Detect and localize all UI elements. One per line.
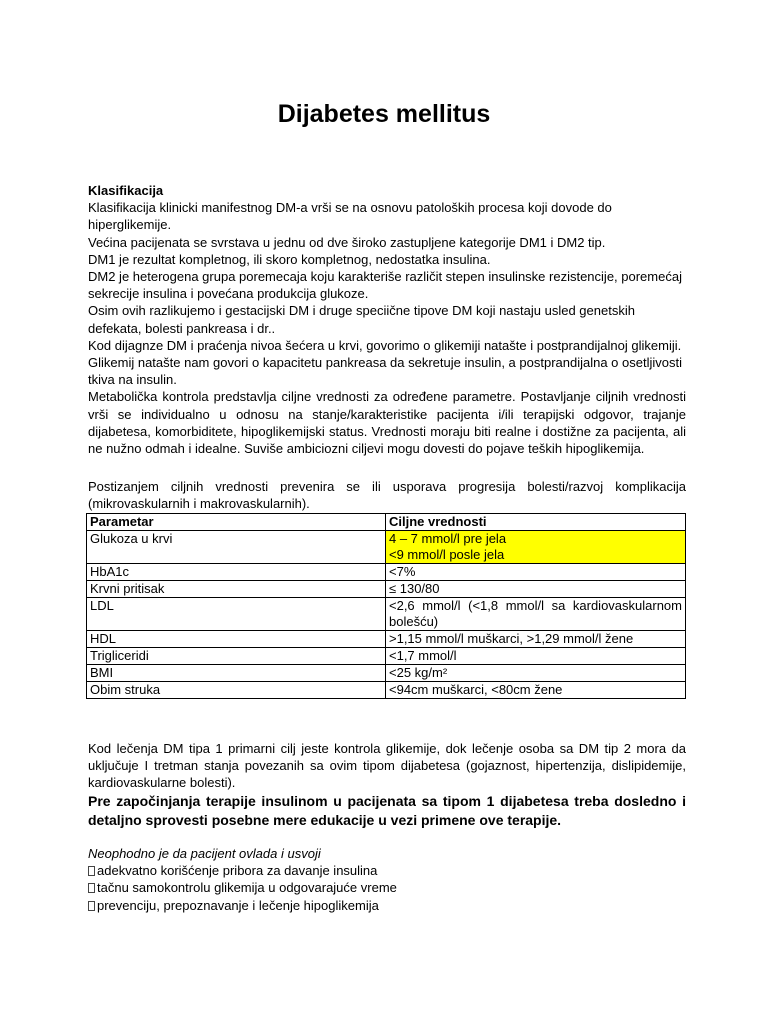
list-item-text: prevenciju, prepoznavanje i lečenje hipoglikemija [97,897,379,913]
value-cell: <2,6 mmol/l (<1,8 mmol/l sa kardiovaskularnom bolešću) [386,598,686,631]
missing-glyph-icon [88,883,95,893]
list-item [88,862,686,879]
param-cell: Trigliceridi [87,648,386,665]
value-line: 4 – 7 mmol/l pre jela [389,531,507,546]
param-cell: HbA1c [87,564,386,581]
paragraph: Kod dijagnze DM i praćenja nivoa šećera u krvi, govorimo o glikemiji natašte i postprandijalnoj glikemiji. Glikemij natašte nam govori o kapacitetu pankreasa da sekretuje insulin, a postprandijalna o osetljivosti tkiva na insulin. [88,337,682,388]
target-values-table [86,513,686,699]
param-cell: Glukoza u krvi [87,531,386,564]
table-intro-text: Postizanjem ciljnih vrednosti prevenira se ili usporava progresija bolesti/razvoj komplikacija (mikrovaskularnih i makrovaskularnih). [88,479,686,512]
list-item [88,879,686,896]
table-row [87,531,686,564]
table-row [87,665,686,682]
paragraph: Većina pacijenata se svrstava u jednu od dve široko zastupljene kategorije DM1 i DM2 tip. [88,234,606,250]
column-header-target: Ciljne vrednosti [386,514,686,531]
column-header-parameter: Parametar [87,514,386,531]
table-row [87,564,686,581]
missing-glyph-icon [88,866,95,876]
value-cell: <1,7 mmol/l [386,648,686,665]
document-title: Dijabetes mellitus [277,100,491,128]
value-cell: <25 kg/m² [386,665,686,682]
table-row [87,631,686,648]
value-cell: <94cm muškarci, <80cm žene [386,682,686,699]
value-cell-highlighted [386,531,686,564]
missing-glyph-icon [88,901,95,911]
param-cell: LDL [87,598,386,631]
table-row [87,682,686,699]
table-header-row [87,514,686,531]
list-item-text: tačnu samokontrolu glikemija u odgovarajuće vreme [97,880,397,896]
list-intro: Neophodno je da pacijent ovlada i usvoji [88,846,321,861]
table-row [87,581,686,598]
value-cell: ≤ 130/80 [386,581,686,598]
section-heading: Klasifikacija [88,183,164,198]
paragraph: DM1 je rezultat kompletnog, ili skoro kompletnog, nedostatka insulina. [88,251,491,267]
table-row [87,598,686,631]
paragraph: Kod lečenja DM tipa 1 primarni cilj jeste kontrola glikemije, dok lečenje osoba sa DM tip 2 mora da uključuje I tretman stanja povezanih sa ovim tipom dijabetesa (gojaznost, hipertenzija, dislipidemije, kardiovaskularne bolesti). [88,741,686,791]
param-cell: HDL [87,631,386,648]
table-row [87,648,686,665]
value-line: <9 mmol/l posle jela [389,547,505,562]
value-cell: >1,15 mmol/l muškarci, >1,29 mmol/l žene [386,631,686,648]
requirements-list [88,845,686,914]
classification-section [88,182,686,457]
list-item-text: adekvatno korišćenje pribora za davanje insulina [97,863,378,879]
list-item [88,897,686,914]
paragraph: Klasifikacija klinicki manifestnog DM-a vrši se na osnovu patoloških procesa koji dovode do hiperglikemije. [88,200,612,233]
table-intro [88,478,686,512]
paragraph: DM2 je heterogena grupa poremecaja koju karakteriše različit stepen insulinske rezistencije, poremećaj sekrecije insulina i povećana produkcija glukoze. [88,269,682,302]
value-cell: <7% [386,564,686,581]
paragraph: Metabolička kontrola predstavlja ciljne vrednosti za određene parametre. Postavljanje ciljnih vrednosti vrši se individualno u odnosu na stanje/karakteristike pacijenta i/ili terapijski odgovor, trajanje dijabetesa, komorbiditete, hipoglikemijski status. Vrednosti moraju biti realne i dostižne za pacijenta, ali ne nužno odmah i idealne. Suviše ambiciozni ciljevi mogu dovesti do pojave teških hipoglikemija. [88,389,686,457]
param-cell: BMI [87,665,386,682]
bold-paragraph: Pre započinjanja terapije insulinom u pacijenata sa tipom 1 dijabetesa treba dosledno i detaljno sprovesti posebne mere edukacije u vezi primene ove terapije. [88,792,686,828]
treatment-section [88,740,686,830]
param-cell: Krvni pritisak [87,581,386,598]
param-cell: Obim struka [87,682,386,699]
paragraph: Osim ovih razlikujemo i gestacijski DM i druge speciične tipove DM koji nastaju usled genetskih defekata, bolesti pankreasa i dr.. [88,303,635,336]
